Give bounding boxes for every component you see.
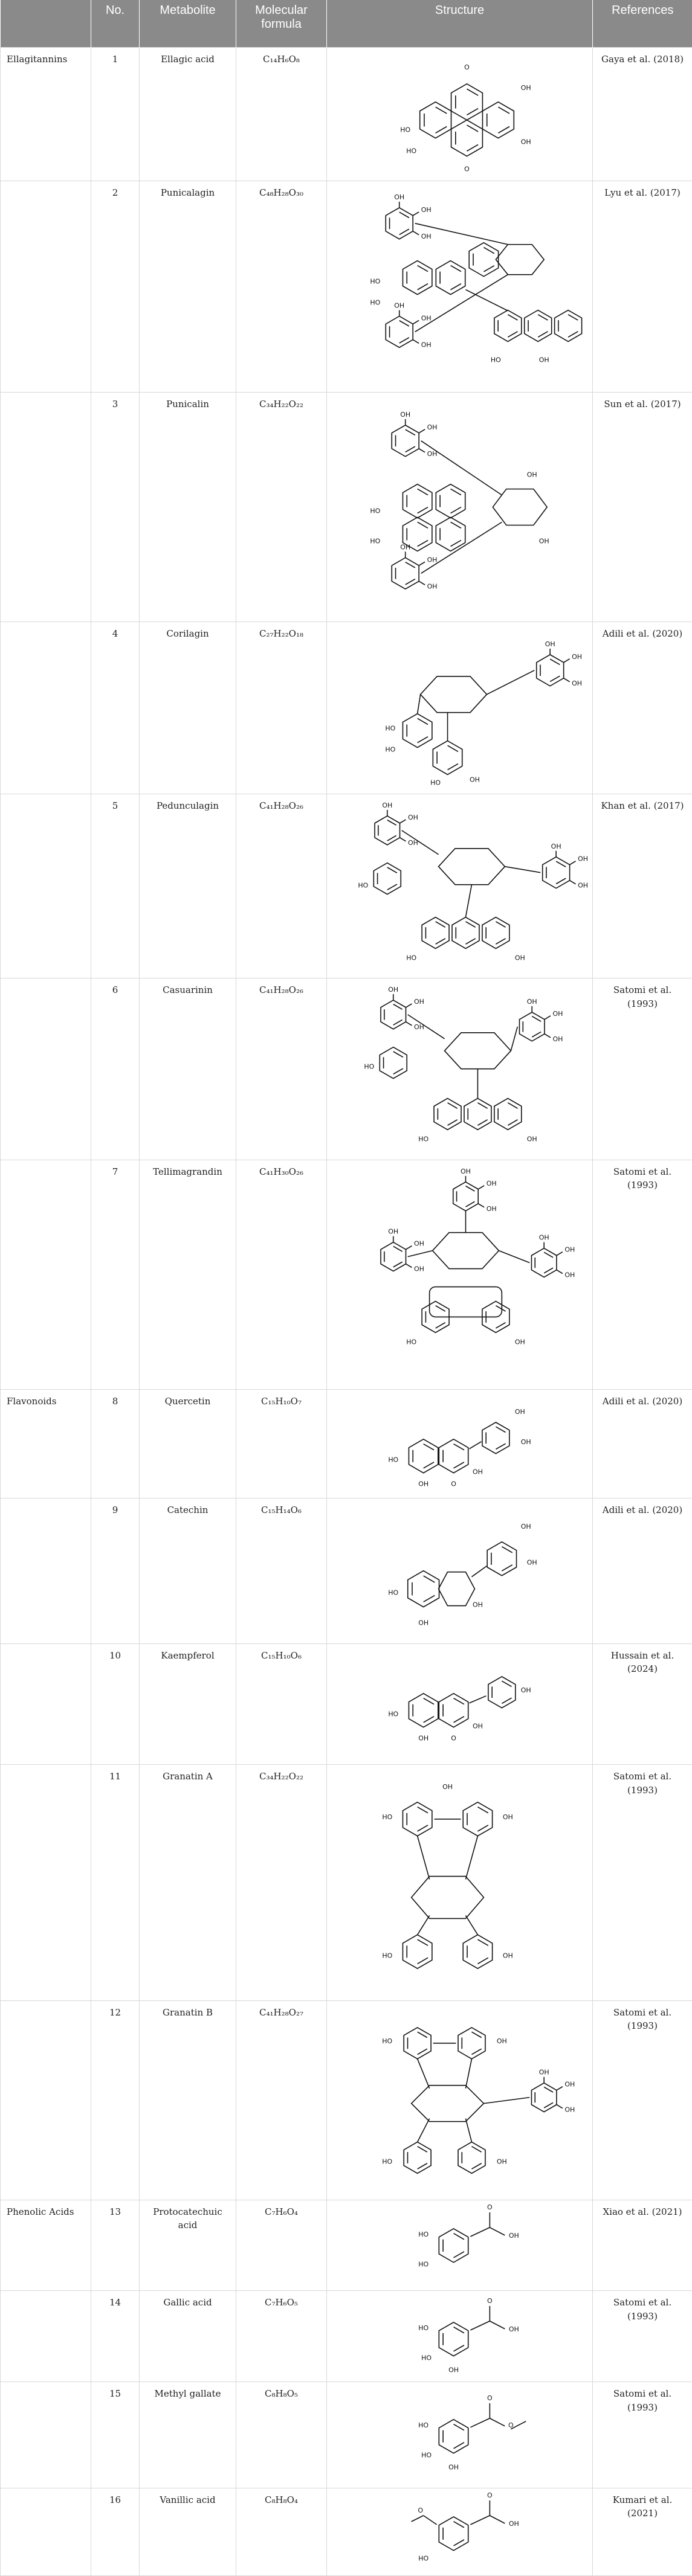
svg-text:OH: OH — [527, 471, 537, 478]
cell-metabolite: Protocatechuic acid — [140, 2200, 236, 2291]
svg-text:OH: OH — [418, 1619, 428, 1627]
cell-metabolite: Pedunculagin — [140, 794, 236, 978]
cell-formula: C₁₅H₁₀O₇ — [236, 1389, 327, 1498]
cell-metabolite: Kaempferol — [140, 1643, 236, 1765]
svg-text:HO: HO — [370, 298, 380, 306]
svg-text:OH: OH — [388, 986, 398, 994]
structure-diagram — [327, 1644, 592, 1765]
header-formula — [236, 0, 327, 48]
svg-text:OH: OH — [461, 1168, 471, 1175]
cell-reference: Satomi et al. (1993) — [593, 2291, 692, 2382]
svg-text:OH: OH — [470, 776, 480, 783]
cell-reference: Hussain et al. (2024) — [593, 1643, 692, 1765]
svg-text:O: O — [451, 1480, 456, 1488]
cell-reference: Xiao et al. (2021) — [593, 2200, 692, 2291]
svg-text:OH: OH — [552, 1010, 563, 1018]
svg-text:OH: OH — [545, 640, 555, 648]
table-row — [1, 2291, 692, 2382]
table-row — [1, 2000, 692, 2200]
svg-text:OH: OH — [497, 2037, 507, 2044]
svg-text:HO: HO — [406, 147, 416, 155]
cell-number: 12 — [91, 2000, 140, 2200]
cell-category: Flavonoids — [1, 1389, 91, 1498]
svg-text:O: O — [487, 2297, 493, 2305]
svg-text:OH: OH — [400, 411, 410, 419]
header-category — [1, 0, 91, 48]
cell-category — [1, 392, 91, 622]
cell-number: 2 — [91, 181, 140, 392]
svg-text:HO: HO — [421, 2452, 432, 2459]
cell-structure — [327, 48, 593, 181]
svg-text:OH: OH — [442, 1783, 453, 1791]
cell-metabolite: Corilagin — [140, 622, 236, 794]
cell-number: 16 — [91, 2488, 140, 2576]
svg-text:O: O — [464, 165, 470, 173]
header-metabolite: Metabolite — [140, 0, 236, 48]
cell-reference: Adili et al. (2020) — [593, 1498, 692, 1643]
svg-text:OH: OH — [418, 1735, 428, 1742]
svg-text:HO: HO — [385, 724, 395, 732]
cell-reference: Satomi et al. (1993) — [593, 2382, 692, 2488]
svg-text:OH: OH — [578, 855, 588, 863]
structure-diagram — [327, 1765, 592, 2000]
svg-text:OH: OH — [473, 1723, 483, 1730]
svg-text:O: O — [464, 63, 470, 71]
structure-diagram — [327, 978, 592, 1159]
cell-structure — [327, 2200, 593, 2291]
svg-text:OH: OH — [521, 1438, 531, 1446]
svg-text:HO: HO — [382, 2037, 392, 2044]
cell-number: 13 — [91, 2200, 140, 2291]
svg-text:HO: HO — [430, 779, 441, 786]
cell-metabolite: Vanillic acid — [140, 2488, 236, 2576]
cell-formula: C₈H₈O₅ — [236, 2382, 327, 2488]
cell-category — [1, 1643, 91, 1765]
table-row — [1, 1389, 692, 1498]
svg-text:OH: OH — [394, 193, 404, 201]
svg-text:OH: OH — [509, 2232, 519, 2240]
svg-text:OH: OH — [515, 1338, 525, 1346]
structure-diagram — [327, 181, 592, 392]
table-row — [1, 2382, 692, 2488]
svg-text:OH: OH — [394, 301, 404, 309]
svg-text:OH: OH — [427, 556, 438, 564]
svg-text:OH: OH — [578, 882, 588, 890]
cell-structure — [327, 978, 593, 1160]
cell-category — [1, 1498, 91, 1643]
cell-category — [1, 1160, 91, 1389]
svg-text:OH: OH — [503, 1952, 513, 1960]
structure-diagram — [327, 48, 592, 181]
cell-category — [1, 1765, 91, 2000]
svg-text:OH: OH — [497, 2157, 507, 2165]
svg-text:OH: OH — [527, 1135, 537, 1143]
svg-text:HO: HO — [418, 1135, 428, 1143]
cell-category — [1, 978, 91, 1160]
svg-text:HO: HO — [358, 882, 368, 890]
cell-metabolite: Methyl gallate — [140, 2382, 236, 2488]
svg-text:HO: HO — [418, 2324, 428, 2332]
cell-reference: Satomi et al. (1993) — [593, 978, 692, 1160]
svg-text:OH: OH — [503, 1813, 513, 1821]
table-row — [1, 794, 692, 978]
svg-text:OH: OH — [539, 537, 549, 545]
svg-text:HO: HO — [370, 277, 380, 285]
cell-metabolite: Casuarinin — [140, 978, 236, 1160]
cell-formula: C₁₅H₁₀O₆ — [236, 1643, 327, 1765]
svg-text:HO: HO — [400, 126, 410, 134]
cell-metabolite: Punicalagin — [140, 181, 236, 392]
svg-text:HO: HO — [388, 1710, 398, 1718]
svg-text:OH: OH — [572, 653, 582, 661]
header-formula-line2: formula — [261, 18, 302, 31]
svg-text:HO: HO — [385, 745, 395, 753]
svg-text:OH: OH — [473, 1468, 483, 1476]
cell-category — [1, 181, 91, 392]
cell-reference: Lyu et al. (2017) — [593, 181, 692, 392]
svg-text:O: O — [487, 2394, 493, 2402]
svg-text:OH: OH — [539, 2068, 549, 2076]
svg-text:OH: OH — [427, 423, 438, 431]
cell-category — [1, 2291, 91, 2382]
svg-text:OH: OH — [421, 232, 432, 240]
svg-text:OH: OH — [414, 998, 424, 1006]
svg-text:OH: OH — [552, 1035, 563, 1043]
cell-structure — [327, 181, 593, 392]
cell-reference: Adili et al. (2020) — [593, 622, 692, 794]
svg-text:OH: OH — [448, 2464, 459, 2472]
svg-text:HO: HO — [382, 2157, 392, 2165]
svg-text:OH: OH — [382, 801, 392, 809]
cell-formula: C₄₁H₂₈O₂₆ — [236, 794, 327, 978]
svg-text:OH: OH — [421, 314, 432, 322]
cell-structure — [327, 794, 593, 978]
cell-number: 6 — [91, 978, 140, 1160]
svg-text:HO: HO — [388, 1456, 398, 1464]
header-no: No. — [91, 0, 140, 48]
structure-diagram — [327, 794, 592, 978]
cell-structure — [327, 2291, 593, 2382]
cell-metabolite: Granatin A — [140, 1765, 236, 2000]
table-row — [1, 622, 692, 794]
svg-text:OH: OH — [388, 1228, 398, 1236]
svg-text:HO: HO — [370, 507, 380, 515]
cell-reference: Kumari et al. (2021) — [593, 2488, 692, 2576]
svg-text:O: O — [418, 2507, 423, 2514]
cell-metabolite: Punicalin — [140, 392, 236, 622]
svg-text:HO: HO — [418, 2554, 428, 2562]
cell-formula: C₁₅H₁₄O₆ — [236, 1498, 327, 1643]
svg-text:OH: OH — [427, 582, 438, 590]
cell-structure — [327, 2488, 593, 2576]
cell-reference: Satomi et al. (1993) — [593, 2000, 692, 2200]
svg-text:O: O — [451, 1735, 456, 1742]
cell-number: 5 — [91, 794, 140, 978]
header-structure: Structure — [327, 0, 593, 48]
cell-formula: C₇H₆O₅ — [236, 2291, 327, 2382]
structure-diagram — [327, 2382, 592, 2488]
table-row — [1, 1160, 692, 1389]
svg-text:O: O — [508, 2421, 514, 2429]
svg-text:OH: OH — [564, 2080, 575, 2088]
cell-category — [1, 794, 91, 978]
cell-structure — [327, 1389, 593, 1498]
svg-text:OH: OH — [564, 1271, 575, 1279]
table-row — [1, 48, 692, 181]
svg-text:HO: HO — [418, 2261, 428, 2269]
cell-formula: C₃₄H₂₂O₂₂ — [236, 1765, 327, 2000]
cell-metabolite: Ellagic acid — [140, 48, 236, 181]
structure-diagram — [327, 1160, 592, 1389]
cell-category: Ellagitannins — [1, 48, 91, 181]
svg-text:HO: HO — [418, 2421, 428, 2429]
svg-text:HO: HO — [388, 1589, 398, 1597]
svg-text:OH: OH — [418, 1480, 428, 1488]
header-references: References — [593, 0, 692, 48]
cell-structure — [327, 392, 593, 622]
table-row — [1, 1765, 692, 2000]
svg-text:OH: OH — [551, 843, 561, 850]
cell-formula: C₂₇H₂₂O₁₈ — [236, 622, 327, 794]
cell-reference: Satomi et al. (1993) — [593, 1160, 692, 1389]
svg-text:HO: HO — [406, 1338, 416, 1346]
svg-text:HO: HO — [491, 356, 501, 364]
cell-structure — [327, 1498, 593, 1643]
cell-metabolite: Gallic acid — [140, 2291, 236, 2382]
cell-metabolite: Granatin B — [140, 2000, 236, 2200]
cell-structure — [327, 2382, 593, 2488]
cell-category — [1, 622, 91, 794]
svg-text:OH: OH — [521, 84, 531, 92]
svg-text:OH: OH — [473, 1601, 483, 1609]
cell-reference: Gaya et al. (2018) — [593, 48, 692, 181]
cell-number: 3 — [91, 392, 140, 622]
svg-text:OH: OH — [414, 1265, 424, 1273]
svg-text:OH: OH — [515, 954, 525, 962]
svg-text:HO: HO — [418, 2231, 428, 2238]
structure-diagram — [327, 2200, 592, 2291]
header-formula-line1: Molecular — [255, 4, 308, 17]
table-row — [1, 181, 692, 392]
svg-text:OH: OH — [564, 1245, 575, 1253]
cell-number: 11 — [91, 1765, 140, 2000]
cell-category — [1, 2000, 91, 2200]
svg-text:OH: OH — [539, 1233, 549, 1241]
svg-text:OH: OH — [421, 341, 432, 348]
cell-number: 14 — [91, 2291, 140, 2382]
cell-category — [1, 2382, 91, 2488]
cell-formula: C₈H₈O₄ — [236, 2488, 327, 2576]
cell-reference: Sun et al. (2017) — [593, 392, 692, 622]
cell-formula: C₄₁H₂₈O₂₆ — [236, 978, 327, 1160]
svg-text:OH: OH — [521, 138, 531, 146]
svg-text:OH: OH — [408, 814, 418, 821]
svg-text:HO: HO — [382, 1952, 392, 1960]
cell-metabolite: Tellimagrandin — [140, 1160, 236, 1389]
cell-structure — [327, 1643, 593, 1765]
svg-text:OH: OH — [572, 679, 582, 687]
cell-reference: Satomi et al. (1993) — [593, 1765, 692, 2000]
svg-text:OH: OH — [515, 1408, 525, 1416]
svg-text:OH: OH — [414, 1239, 424, 1247]
cell-formula: C₁₄H₆O₈ — [236, 48, 327, 181]
structure-diagram — [327, 2488, 592, 2576]
cell-metabolite: Catechin — [140, 1498, 236, 1643]
cell-number: 1 — [91, 48, 140, 181]
cell-number: 15 — [91, 2382, 140, 2488]
cell-formula: C₄₈H₂₈O₃₀ — [236, 181, 327, 392]
cell-number: 10 — [91, 1643, 140, 1765]
svg-text:OH: OH — [448, 2366, 459, 2374]
svg-text:OH: OH — [421, 205, 432, 213]
svg-text:HO: HO — [370, 537, 380, 545]
svg-text:OH: OH — [487, 1180, 497, 1187]
structure-diagram — [327, 2001, 592, 2200]
svg-text:OH: OH — [408, 839, 418, 847]
cell-metabolite: Quercetin — [140, 1389, 236, 1498]
table-row — [1, 2200, 692, 2291]
cell-formula: C₄₁H₃₀O₂₆ — [236, 1160, 327, 1389]
structure-diagram — [327, 1390, 592, 1498]
table-row — [1, 1498, 692, 1643]
svg-text:HO: HO — [421, 2354, 432, 2362]
svg-text:OH: OH — [509, 2325, 519, 2333]
table-row — [1, 978, 692, 1160]
svg-text:O: O — [487, 2203, 493, 2211]
svg-text:OH: OH — [400, 543, 410, 551]
table-row — [1, 2488, 692, 2576]
cell-number: 9 — [91, 1498, 140, 1643]
cell-formula: C₇H₆O₄ — [236, 2200, 327, 2291]
svg-text:OH: OH — [527, 1559, 537, 1567]
cell-category: Phenolic Acids — [1, 2200, 91, 2291]
svg-text:OH: OH — [521, 1686, 531, 1694]
structure-diagram — [327, 393, 592, 622]
svg-text:OH: OH — [414, 1023, 424, 1031]
table-row — [1, 1643, 692, 1765]
cell-formula: C₄₁H₂₈O₂₇ — [236, 2000, 327, 2200]
cell-number: 4 — [91, 622, 140, 794]
cell-category — [1, 2488, 91, 2576]
svg-text:HO: HO — [364, 1063, 374, 1071]
svg-text:HO: HO — [382, 1813, 392, 1821]
svg-text:OH: OH — [509, 2520, 519, 2528]
cell-structure — [327, 1160, 593, 1389]
svg-text:OH: OH — [539, 356, 549, 364]
cell-number: 8 — [91, 1389, 140, 1498]
cell-structure — [327, 622, 593, 794]
svg-text:OH: OH — [527, 998, 537, 1006]
cell-reference: Adili et al. (2020) — [593, 1389, 692, 1498]
svg-text:OH: OH — [564, 2105, 575, 2113]
cell-structure — [327, 1765, 593, 2000]
structure-diagram — [327, 622, 592, 794]
svg-text:OH: OH — [487, 1205, 497, 1213]
cell-structure — [327, 2000, 593, 2200]
cell-formula: C₃₄H₂₂O₂₂ — [236, 392, 327, 622]
svg-text:O: O — [487, 2491, 493, 2499]
svg-text:OH: OH — [427, 449, 438, 457]
header-row — [1, 0, 692, 48]
cell-reference: Khan et al. (2017) — [593, 794, 692, 978]
svg-text:HO: HO — [406, 954, 416, 962]
cell-number: 7 — [91, 1160, 140, 1389]
svg-text:OH: OH — [521, 1523, 531, 1531]
table-row — [1, 392, 692, 622]
structure-diagram — [327, 2291, 592, 2382]
structure-diagram — [327, 1498, 592, 1643]
